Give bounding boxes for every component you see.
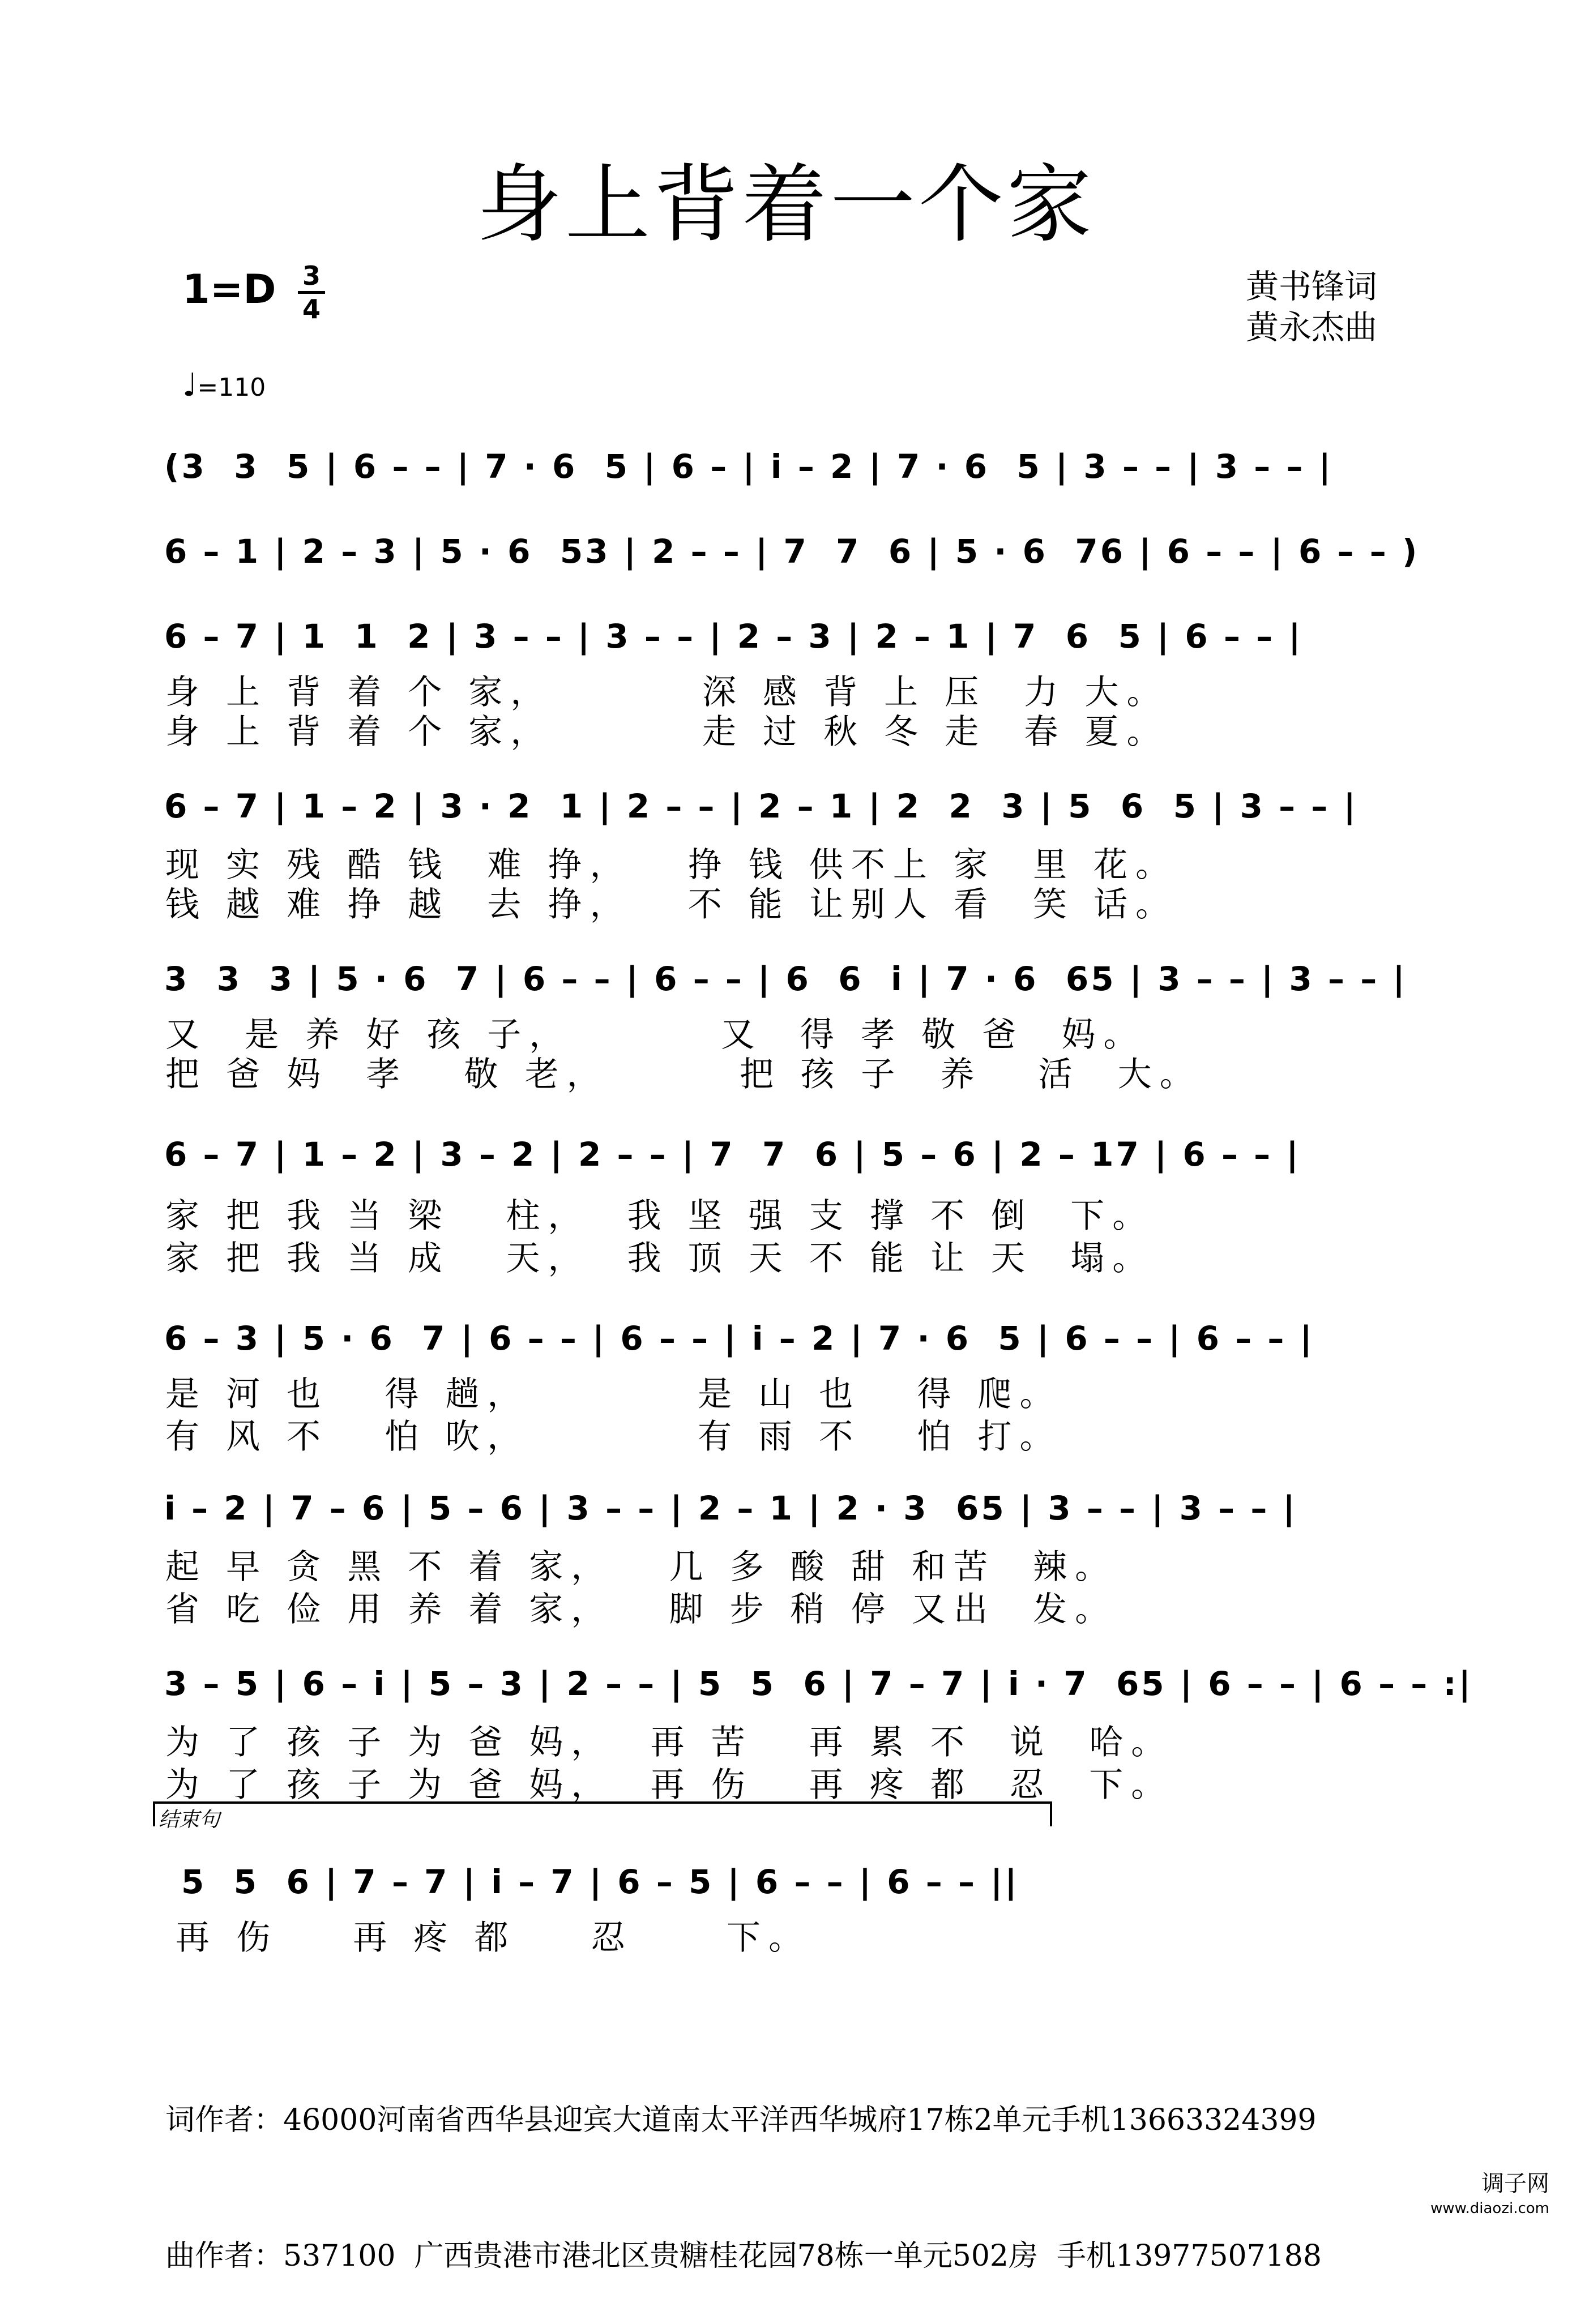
page-title: 身上背着一个家 [476,156,1095,254]
ending-label: 结束句 [159,1808,220,1831]
time-signature-bottom: 4 [302,294,321,324]
watermark-url: www.diaozi.com [1430,2200,1549,2217]
lyricist-info: 词作者：46000河南省西华县迎宾大道南太平洋西华城府17栋2单元手机13663324399 [165,2103,1317,2137]
time-signature-top: 3 [302,260,321,291]
quarter-note-icon: ♩ [182,367,198,404]
lyric-row-7-verse-2: 有 风 不 怕 吹， 有 雨 不 怕 打。 [165,1417,1062,1457]
lyric-row-6-verse-1: 家 把 我 当 梁 柱， 我 坚 强 支 撑 不 倒 下。 [165,1196,1155,1236]
lyric-row-8-verse-2: 省 吃 俭 用 养 着 家， 脚 步 稍 停 又出 发。 [165,1590,1117,1629]
notation-row-3: 6 – 7 | 1 1 2 | 3 – – | 3 – – | 2 – 3 | 2 – 1 | 7 6 5 | 6 – – | [164,617,1303,656]
notation-row-4: 6 – 7 | 1 – 2 | 3 · 2 1 | 2 – – | 2 – 1 | 2 2 3 | 5 6 5 | 3 – – | [164,787,1358,825]
watermark [1430,2171,1549,2221]
lyric-row-5-verse-2: 把 爸 妈 孝 敬 老， 把 孩 子 养 活 大。 [165,1055,1202,1094]
footer-info [165,2007,1322,2324]
lyric-row-6-verse-2: 家 把 我 当 成 天， 我 顶 天 不 能 让 天 塌。 [165,1239,1155,1278]
lyric-row-4-verse-1: 现 实 残 酷 钱 难 挣， 挣 钱 供不上 家 里 花。 [165,845,1178,885]
lyric-row-7-verse-1: 是 河 也 得 趟， 是 山 也 得 爬。 [165,1375,1062,1414]
composer-credit: 黄永杰曲 [1246,308,1378,346]
notation-row-9: 3 – 5 | 6 – i | 5 – 3 | 2 – – | 5 5 6 | 7 – 7 | i · 7 65 | 6 – – | 6 – – :| [164,1664,1473,1703]
ending-bracket [153,1801,1052,1826]
notation-row-ending: 5 5 6 | 7 – 7 | i – 7 | 6 – 5 | 6 – – | 6 – – || [181,1863,1019,1901]
lyric-row-9-verse-1: 为 了 孩 子 为 爸 妈， 再 苦 再 累 不 说 哈。 [165,1723,1173,1762]
lyric-row-5-verse-1: 又 是 养 好 孩 子， 又 得 孝 敬 爸 妈。 [165,1015,1146,1055]
notation-row-8: i – 2 | 7 – 6 | 5 – 6 | 3 – – | 2 – 1 | 2 · 3 65 | 3 – – | 3 – – | [164,1489,1297,1527]
notation-row-2: 6 – 1 | 2 – 3 | 5 · 6 53 | 2 – – | 7 7 6 | 5 · 6 76 | 6 – – | 6 – – ) [164,532,1420,571]
notation-row-5: 3 3 3 | 5 · 6 7 | 6 – – | 6 – – | 6 6 i | 7 · 6 65 | 3 – – | 3 – – | [164,960,1407,998]
key-signature: 1=D [182,266,276,313]
lyric-row-3-verse-1: 身 上 背 着 个 家， 深 感 背 上 压 力 大。 [165,673,1169,712]
notation-row-6: 6 – 7 | 1 – 2 | 3 – 2 | 2 – – | 7 7 6 | 5 – 6 | 2 – 17 | 6 – – | [164,1135,1301,1174]
lyric-row-8-verse-1: 起 早 贪 黑 不 着 家， 几 多 酸 甜 和苦 辣。 [165,1547,1117,1587]
tempo-marking [182,367,266,404]
lyric-row-9-verse-2: 为 了 孩 子 为 爸 妈， 再 伤 再 疼 都 忍 下。 [165,1765,1173,1805]
lyric-row-ending: 再 伤 再 疼 都 忍 下。 [176,1918,811,1958]
notation-row-1: (3 3 5 | 6 – – | 7 · 6 5 | 6 – | i – 2 | 7 · 6 5 | 3 – – | 3 – – | [164,447,1333,486]
composer-info: 曲作者：537100 广西贵港市港北区贵糖桂花园78栋一单元502房 手机13977507188 [165,2239,1322,2273]
time-signature [294,262,328,323]
watermark-name: 调子网 [1481,2171,1549,2197]
lyric-row-3-verse-2: 身 上 背 着 个 家， 走 过 秋 冬 走 春 夏。 [165,712,1169,752]
tempo-value: =110 [197,373,266,402]
credits [1246,266,1377,348]
lyricist-credit: 黄书锋词 [1246,267,1378,306]
notation-row-7: 6 – 3 | 5 · 6 7 | 6 – – | 6 – – | i – 2 | 7 · 6 5 | 6 – – | 6 – – | [164,1319,1314,1358]
lyric-row-4-verse-2: 钱 越 难 挣 越 去 挣， 不 能 让别人 看 笑 话。 [165,885,1178,925]
